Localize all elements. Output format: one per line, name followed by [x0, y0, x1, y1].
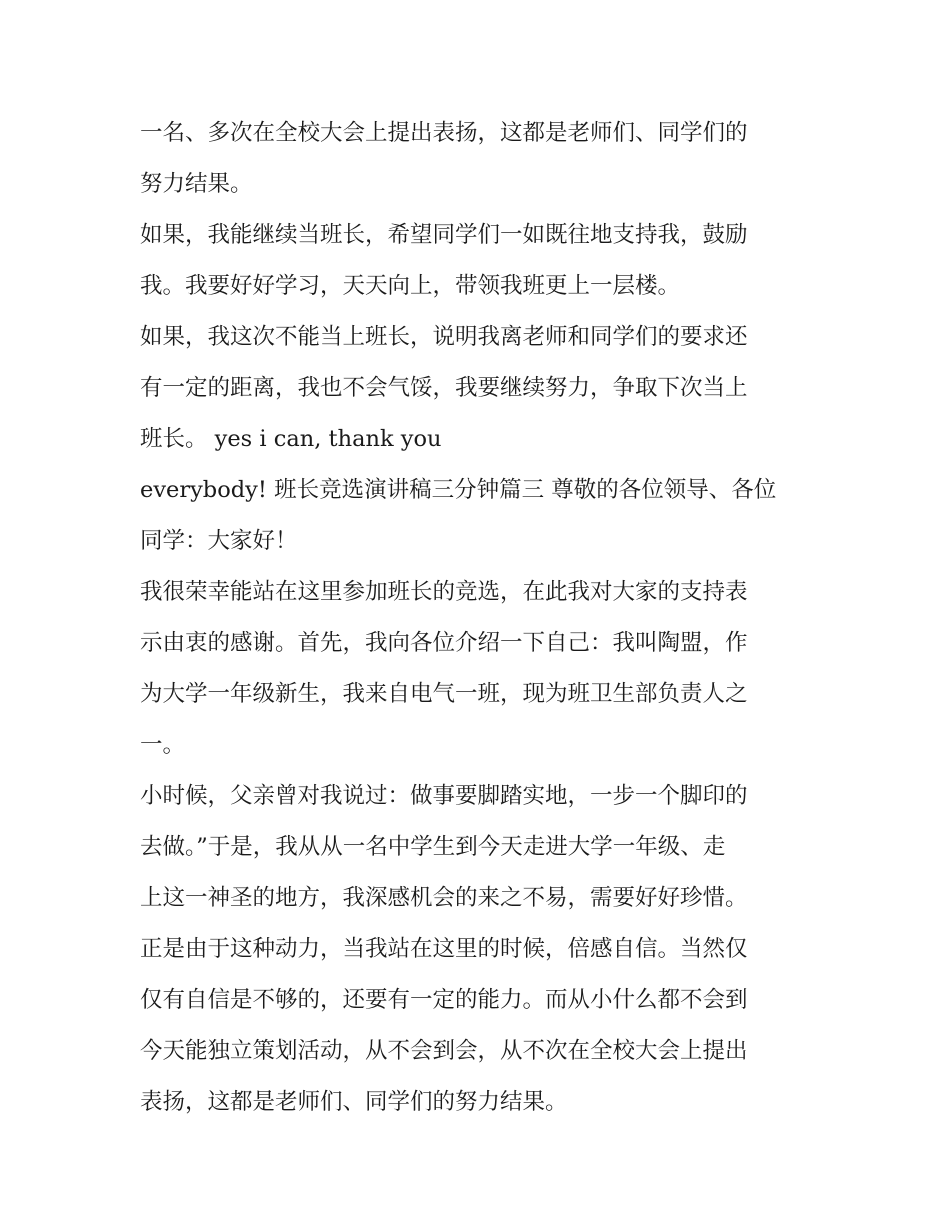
- text-line: everybody! 班长竞选演讲稿三分钟篇三 尊敬的各位领导、各位: [140, 477, 777, 503]
- text-line: 如果，我这次不能当上班长，说明我离老师和同学们的要求还: [140, 324, 748, 350]
- text-line: 班长。 yes i can, thank you: [140, 426, 442, 452]
- text-line: 努力结果。: [140, 171, 253, 197]
- text-line: 一名、多次在全校大会上提出表扬，这都是老师们、同学们的: [140, 120, 748, 146]
- text-line: 仅有自信是不够的，还要有一定的能力。而从小什么都不会到: [140, 987, 748, 1013]
- text-line: 上这一神圣的地方，我深感机会的来之不易，需要好好珍惜。: [140, 885, 748, 911]
- text-line: 我很荣幸能站在这里参加班长的竞选，在此我对大家的支持表: [140, 579, 748, 605]
- text-line: 表扬，这都是老师们、同学们的努力结果。: [140, 1089, 568, 1115]
- text-line: 正是由于这种动力，当我站在这里的时候，倍感自信。当然仅: [140, 936, 748, 962]
- text-line: 小时候，父亲曾对我说过：做事要脚踏实地，一步一个脚印的: [140, 783, 748, 809]
- text-line: 有一定的距离，我也不会气馁，我要继续努力，争取下次当上: [140, 375, 748, 401]
- text-line: 我。我要好好学习，天天向上，带领我班更上一层楼。: [140, 273, 681, 299]
- text-line: 一。: [140, 732, 186, 758]
- text-line: 同学：大家好！: [140, 528, 298, 554]
- text-line: 如果，我能继续当班长，希望同学们一如既往地支持我，鼓励: [140, 222, 748, 248]
- text-line: 去做。”于是，我从从一名中学生到今天走进大学一年级、走: [140, 834, 726, 860]
- document-body: [140, 108, 812, 1128]
- text-line: 今天能独立策划活动，从不会到会，从不次在全校大会上提出: [140, 1038, 748, 1064]
- text-line: 为大学一年级新生，我来自电气一班，现为班卫生部负责人之: [140, 681, 748, 707]
- text-line: 示由衷的感谢。首先，我向各位介绍一下自己：我叫陶盟，作: [140, 630, 748, 656]
